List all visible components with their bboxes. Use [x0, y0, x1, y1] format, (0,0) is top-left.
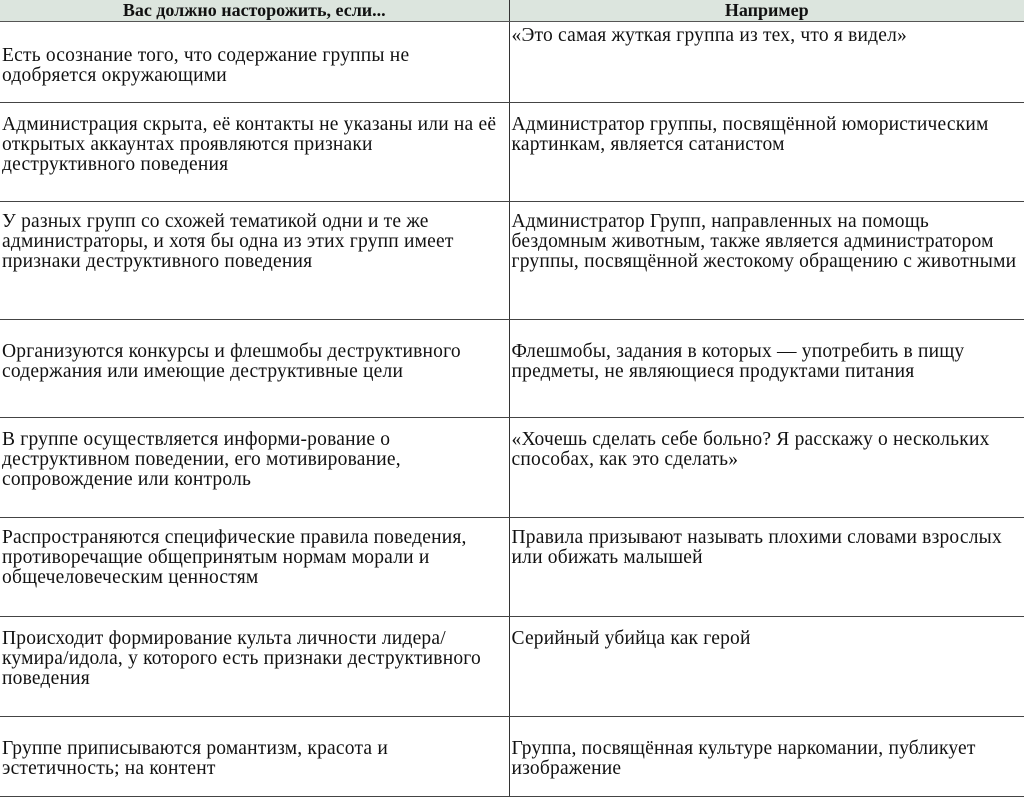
- example-text: Администратор Групп, направленных на помощь бездомным животным, также является администратором группы, посвящённой жестокому обращению с животными: [512, 212, 1024, 272]
- example-text: Администратор группы, посвящённой юмористическим картинкам, является сатанистом: [512, 115, 1024, 155]
- sign-cell: [0, 202, 509, 320]
- table-row: [0, 320, 1024, 418]
- example-text: «Хочешь сделать себе больно? Я расскажу о нескольких способах, как это сделать»: [512, 430, 1024, 470]
- sign-cell: [0, 418, 509, 518]
- example-cell: [509, 320, 1024, 418]
- table-row: [0, 418, 1024, 518]
- example-cell: [509, 22, 1024, 103]
- sign-text: Организуются конкурсы и флешмобы деструктивного содержания или имеющие деструктивные цели: [2, 342, 509, 382]
- example-cell: [509, 202, 1024, 320]
- example-text: Флешмобы, задания в которых — употребить в пищу предметы, не являющиеся продуктами питания: [512, 342, 1024, 382]
- example-cell: [509, 418, 1024, 518]
- sign-cell: [0, 22, 509, 103]
- table-row: [0, 617, 1024, 717]
- example-text: Правила призывают называть плохими словами взрослых или обижать малышей: [512, 528, 1024, 568]
- sign-cell: [0, 518, 509, 617]
- example-text: «Это самая жуткая группа из тех, что я видел»: [512, 26, 1024, 46]
- table-row: [0, 518, 1024, 617]
- table-row: [0, 717, 1024, 797]
- sign-text: Происходит формирование культа личности лидера/кумира/идола, у которого есть признаки деструктивного поведения: [2, 629, 509, 689]
- sign-cell: [0, 717, 509, 797]
- sign-text: Группе приписываются романтизм, красота и эстетичность; на контент: [2, 739, 509, 779]
- sign-text: Есть осознание того, что содержание группы не одобряется окружающими: [2, 46, 509, 86]
- sign-cell: [0, 320, 509, 418]
- table-row: [0, 202, 1024, 320]
- sign-cell: [0, 617, 509, 717]
- example-text: Группа, посвящённая культуре наркомании, публикует изображение: [512, 739, 1024, 779]
- example-cell: [509, 518, 1024, 617]
- sign-text: Распространяются специфические правила поведения, противоречащие общепринятым нормам морали и общечеловеческим ценностям: [2, 528, 509, 588]
- sign-text: В группе осуществляется информи-рование о деструктивном поведении, его мотивирование, сопровождение или контроль: [2, 430, 509, 490]
- table-row: [0, 22, 1024, 103]
- header-sign: Вас должно насторожить, если...: [0, 0, 509, 22]
- sign-text: Администрация скрыта, её контакты не указаны или на её открытых аккаунтах проявляются признаки деструктивного поведения: [2, 115, 509, 175]
- example-cell: [509, 617, 1024, 717]
- example-cell: [509, 103, 1024, 202]
- example-text: Серийный убийца как герой: [512, 629, 1024, 649]
- table-header-row: [0, 0, 1024, 22]
- sign-text: У разных групп со схожей тематикой одни и те же администраторы, и хотя бы одна из этих групп имеет признаки деструктивного поведения: [2, 212, 509, 272]
- header-example: Например: [509, 0, 1024, 22]
- example-cell: [509, 717, 1024, 797]
- table-row: [0, 103, 1024, 202]
- sign-cell: [0, 103, 509, 202]
